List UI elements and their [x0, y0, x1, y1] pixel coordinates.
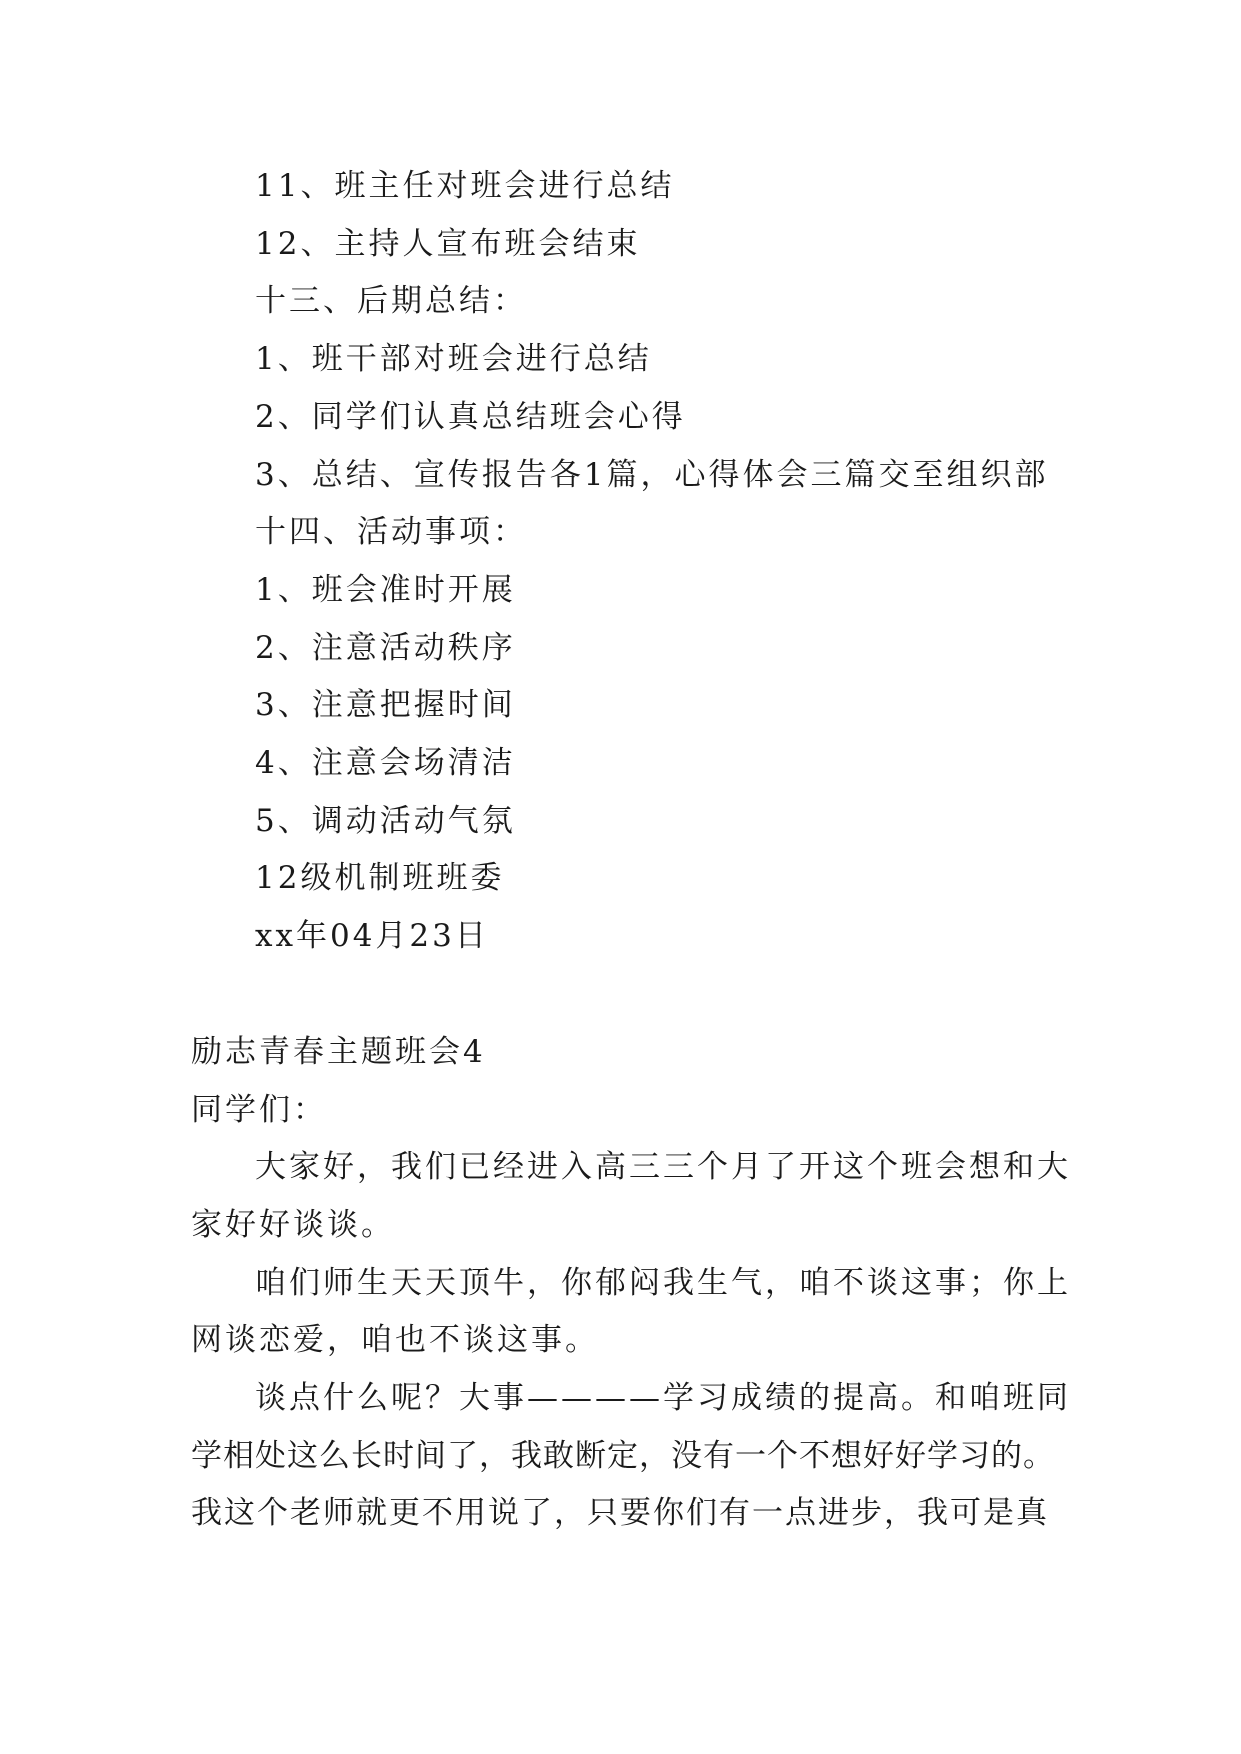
list-item: 12、主持人宣布班会结束: [255, 226, 641, 262]
paragraph-line: 大家好，我们已经进入高三三个月了开这个班会想和大: [255, 1149, 1071, 1185]
section-heading: 十三、后期总结：: [255, 283, 527, 319]
greeting: 同学们：: [191, 1092, 327, 1128]
paragraph-line: 咱们师生天天顶牛，你郁闷我生气，咱不谈这事；你上: [255, 1265, 1071, 1301]
list-item: 11、班主任对班会进行总结: [255, 168, 675, 204]
paragraph-line: 我这个老师就更不用说了，只要你们有一点进步，我可是真: [191, 1495, 1049, 1531]
signature: 12级机制班班委: [255, 860, 505, 896]
paragraph-line: 学相处这么长时间了，我敢断定，没有一个不想好好学习的。: [191, 1438, 1055, 1474]
list-item: 5、调动活动气氛: [255, 803, 516, 839]
document-title: 励志青春主题班会4: [191, 1034, 486, 1070]
list-item: 1、班干部对班会进行总结: [255, 341, 652, 377]
paragraph-line: 家好好谈谈。: [191, 1207, 395, 1243]
paragraph-line: 谈点什么呢？大事————学习成绩的提高。和咱班同: [255, 1380, 1071, 1416]
section-heading: 十四、活动事项：: [255, 514, 527, 550]
list-item: 2、同学们认真总结班会心得: [255, 399, 686, 435]
date: xx年04月23日: [255, 918, 489, 954]
list-item: 3、注意把握时间: [255, 687, 516, 723]
list-item: 2、注意活动秩序: [255, 630, 516, 666]
list-item: 1、班会准时开展: [255, 572, 516, 608]
paragraph-line: 网谈恋爱，咱也不谈这事。: [191, 1322, 599, 1358]
list-item: 3、总结、宣传报告各1篇，心得体会三篇交至组织部: [255, 457, 1049, 493]
list-item: 4、注意会场清洁: [255, 745, 516, 781]
